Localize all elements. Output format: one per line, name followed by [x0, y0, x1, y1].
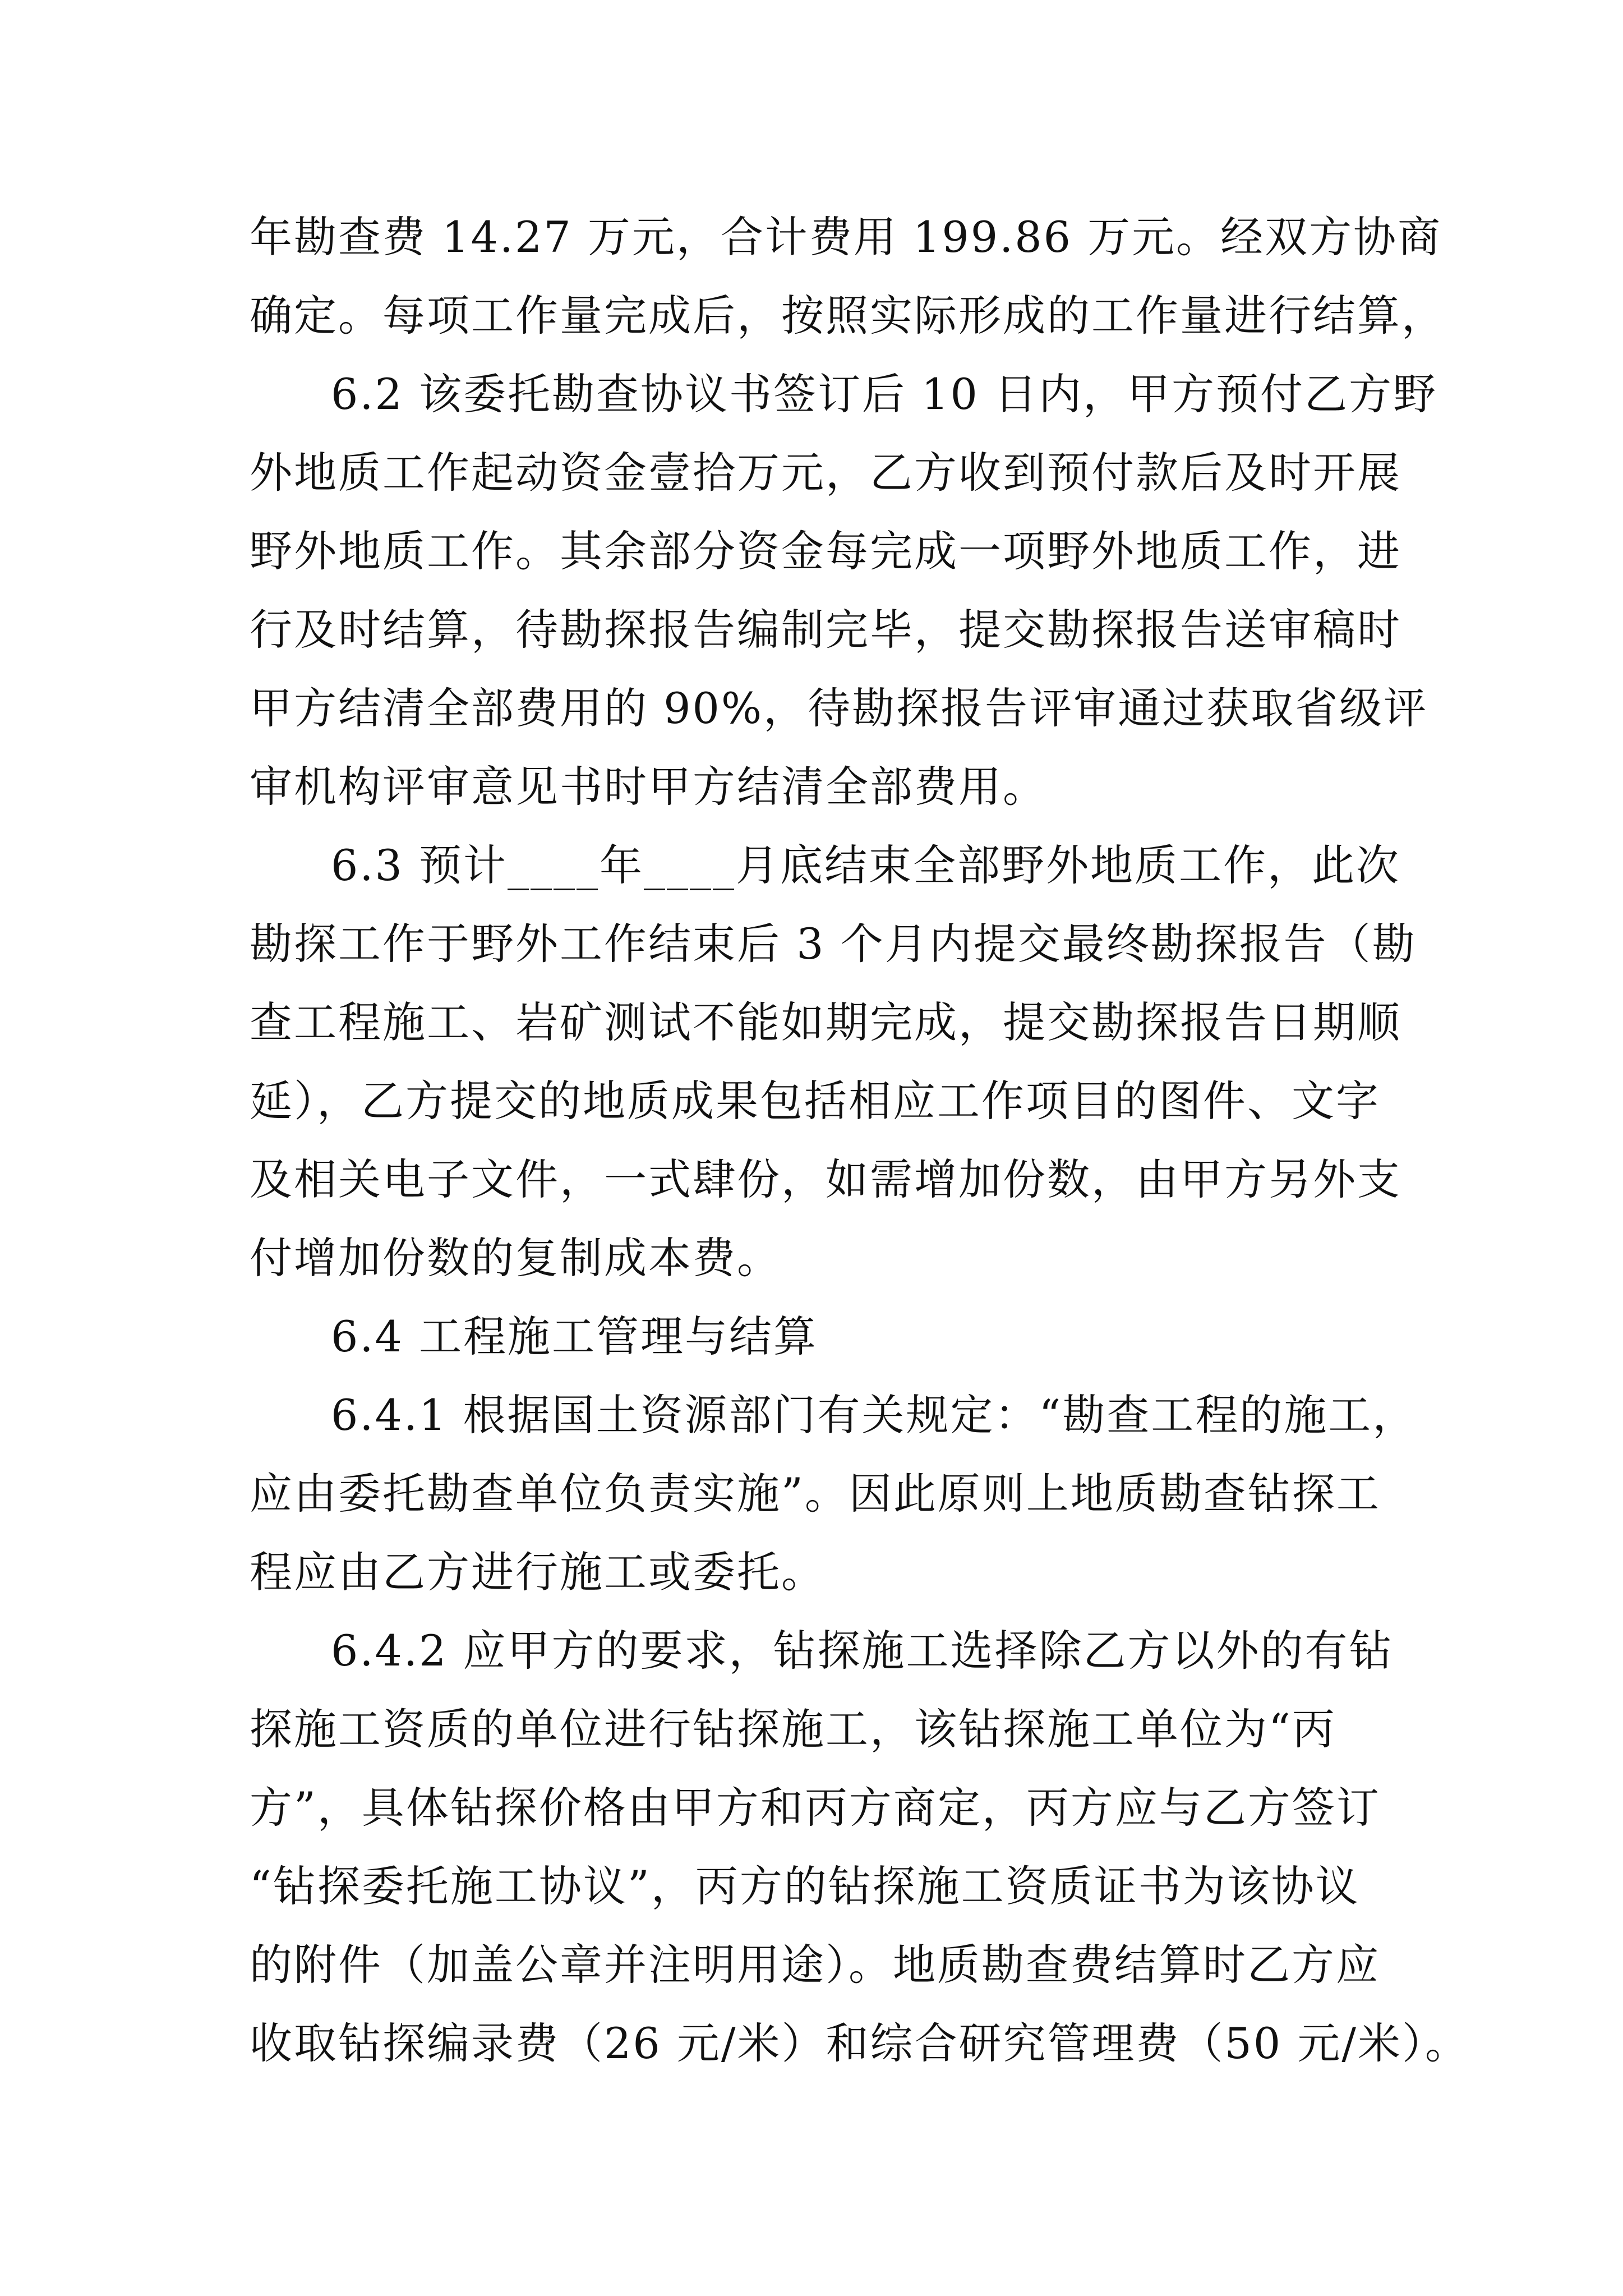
section-heading: 6.4 工程施工管理与结算 — [331, 1312, 818, 1361]
text-line: 6.4.1 根据国土资源部门有关规定：“勘查工程的施工， — [331, 1390, 1417, 1440]
text-line: 6.4.2 应甲方的要求，钻探施工选择除乙方以外的有钻 — [331, 1626, 1394, 1676]
text-line: 收取钻探编录费（26 元/米）和综合研究管理费（50 元/米）。 — [250, 2018, 1469, 2068]
text-line: 确定。每项工作量完成后，按照实际形成的工作量进行结算， — [250, 291, 1446, 341]
text-line: 审机构评审意见书时甲方结清全部费用。 — [250, 762, 1047, 812]
text-line: 探施工资质的单位进行钻探施工，该钻探施工单位为“丙 — [250, 1704, 1336, 1754]
text-line: 6.2 该委托勘查协议书签订后 10 日内，甲方预付乙方野 — [331, 369, 1438, 419]
text-line: 程应由乙方进行施工或委托。 — [250, 1547, 826, 1597]
text-line: 延），乙方提交的地质成果包括相应工作项目的图件、文字 — [250, 1076, 1380, 1126]
text-line: 野外地质工作。其余部分资金每完成一项野外地质工作，进 — [250, 526, 1401, 576]
text-line: 6.3 预计____年____月底结束全部野外地质工作，此次 — [331, 840, 1401, 890]
text-line: 外地质工作起动资金壹拾万元，乙方收到预付款后及时开展 — [250, 448, 1401, 498]
text-line: 行及时结算，待勘探报告编制完毕，提交勘探报告送审稿时 — [250, 605, 1401, 655]
text-line: 查工程施工、岩矿测试不能如期完成，提交勘探报告日期顺 — [250, 997, 1401, 1047]
text-line: “钻探委托施工协议”，丙方的钻探施工资质证书为该协议 — [250, 1861, 1360, 1911]
text-line: 应由委托勘查单位负责实施”。因此原则上地质勘查钻探工 — [250, 1469, 1381, 1519]
text-line: 甲方结清全部费用的 90%，待勘探报告评审通过获取省级评 — [250, 683, 1428, 733]
text-line: 方”，具体钻探价格由甲方和丙方商定，丙方应与乙方签订 — [250, 1783, 1381, 1833]
text-line: 及相关电子文件，一式肆份，如需增加份数，由甲方另外支 — [250, 1154, 1401, 1204]
text-line: 付增加份数的复制成本费。 — [250, 1233, 781, 1283]
text-line: 年勘查费 14.27 万元，合计费用 199.86 万元。经双方协商 — [250, 212, 1442, 262]
text-line: 的附件（加盖公章并注明用途）。地质勘查费结算时乙方应 — [250, 1940, 1380, 1990]
text-line: 勘探工作于野外工作结束后 3 个月内提交最终勘探报告（勘 — [250, 919, 1417, 969]
